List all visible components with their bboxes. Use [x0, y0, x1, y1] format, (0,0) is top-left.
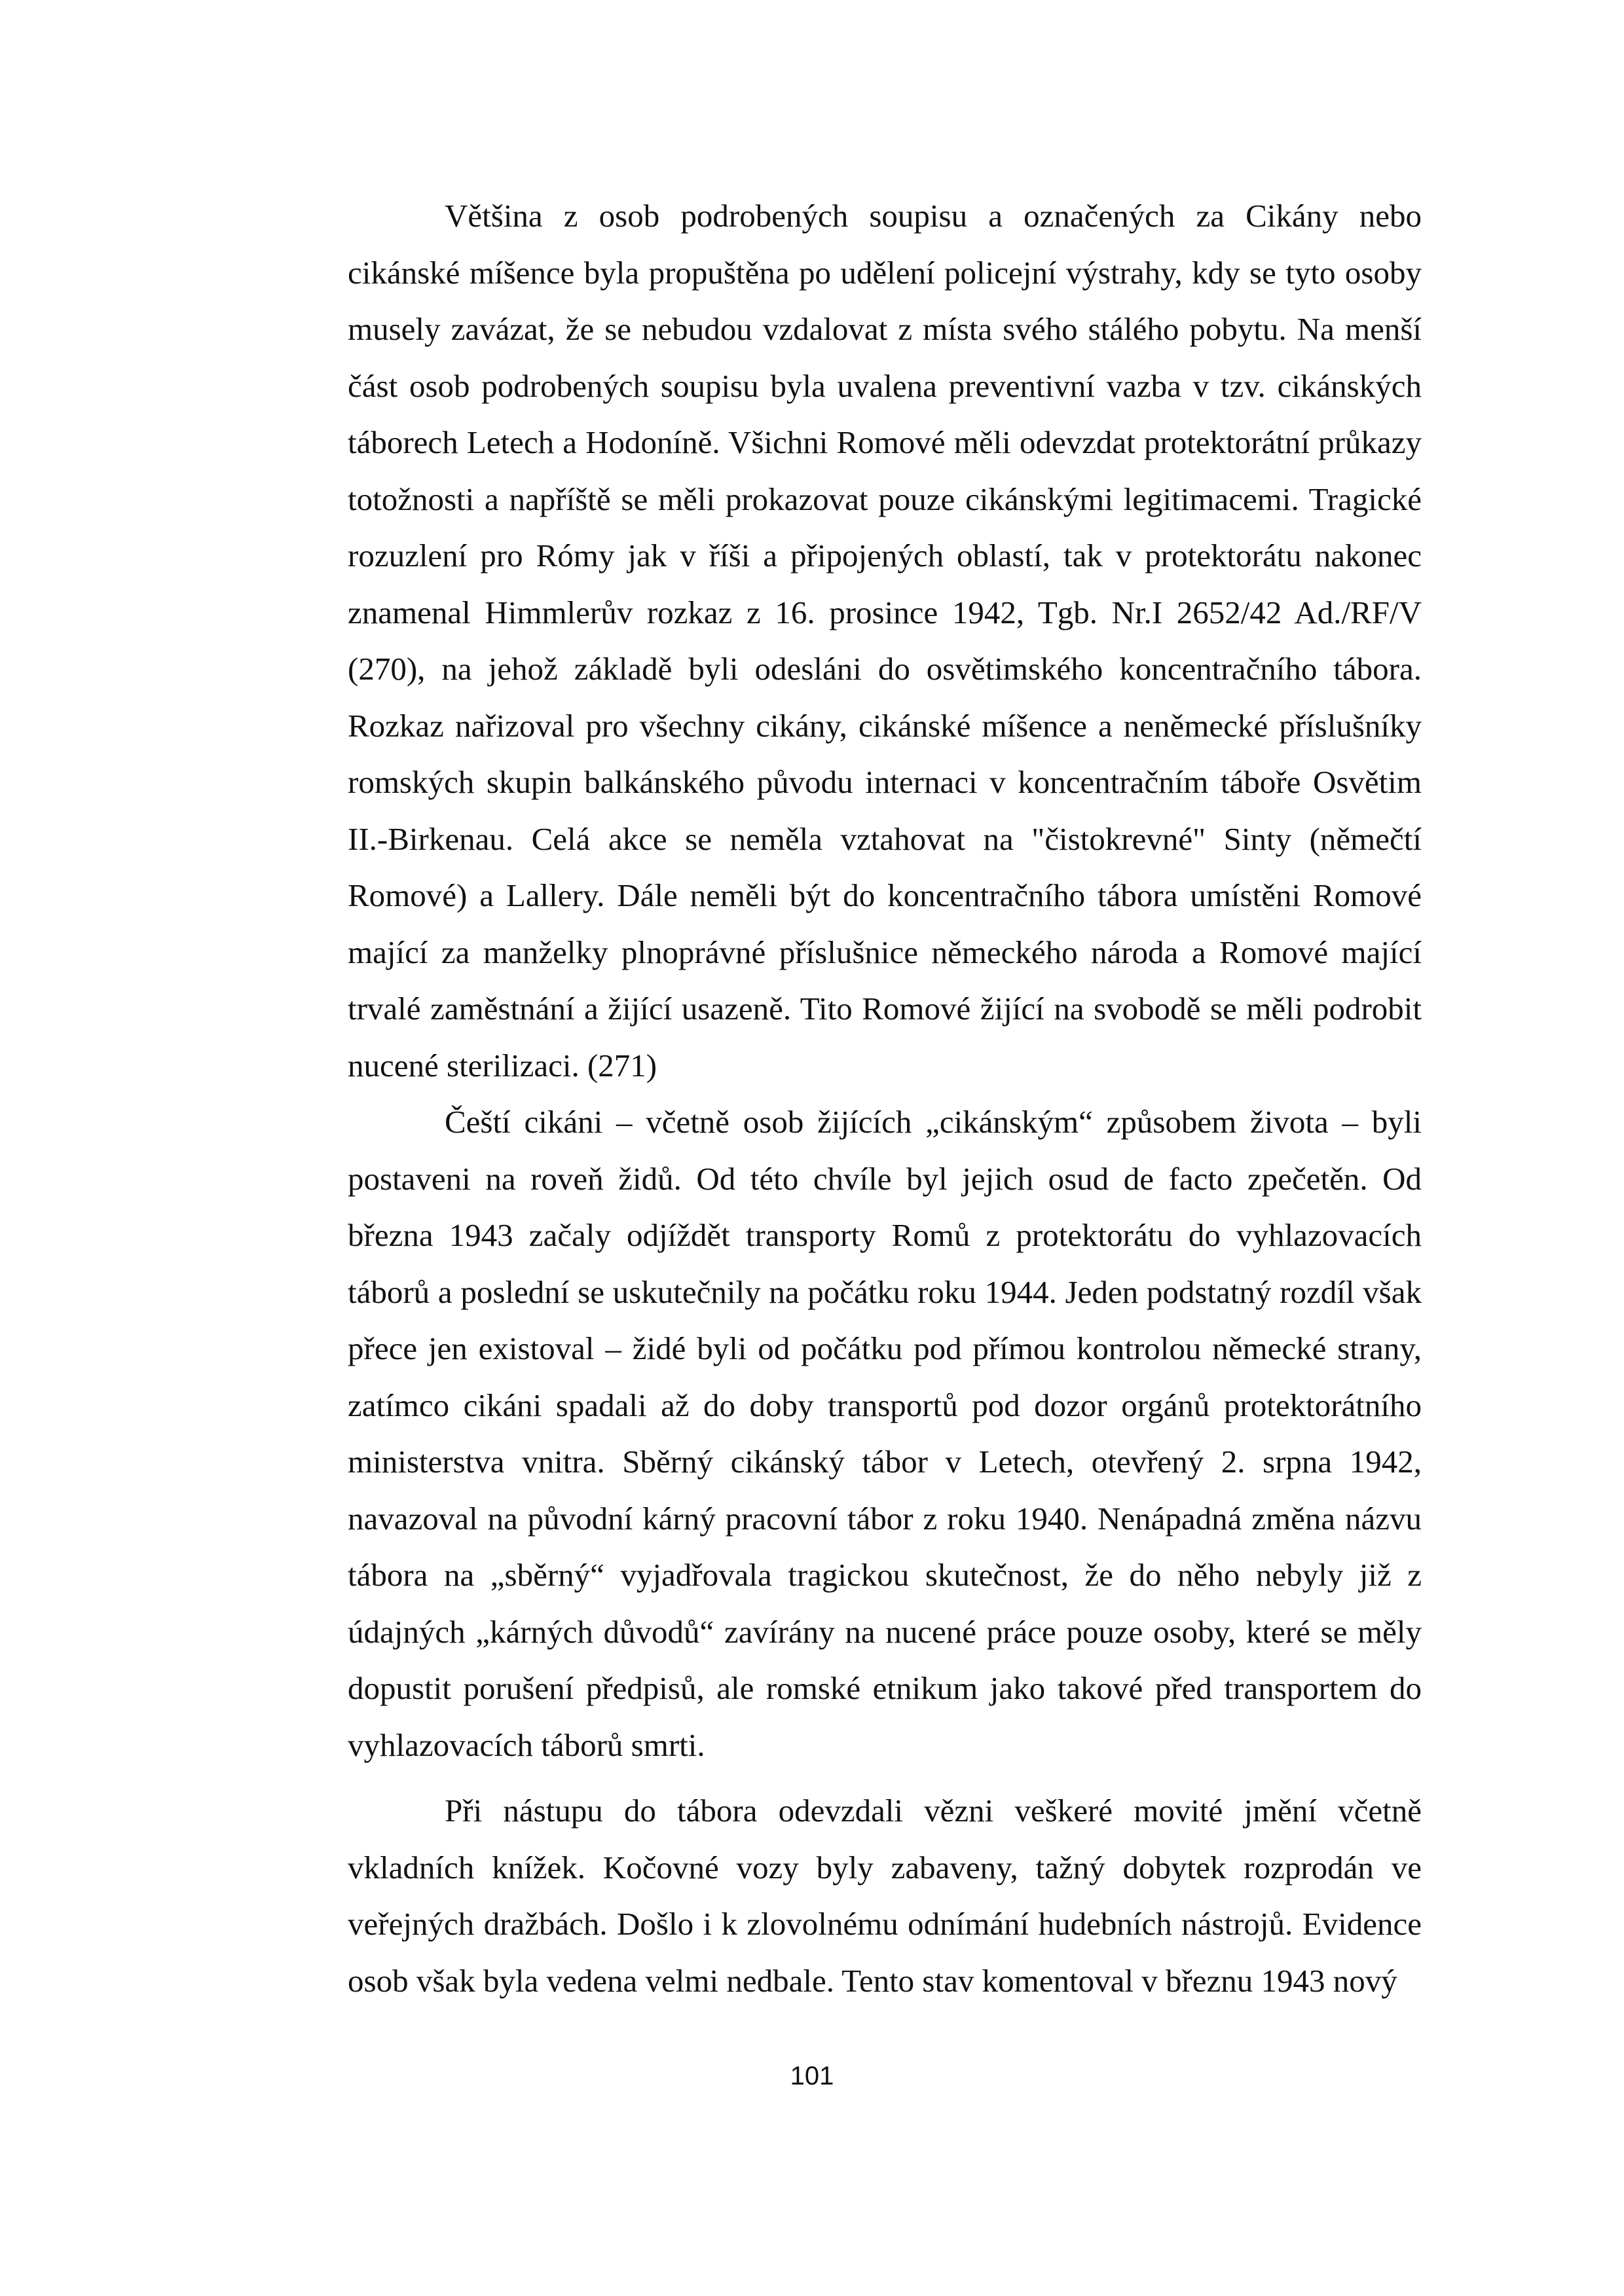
paragraph-2: Čeští cikáni – včetně osob žijících „cikánským“ způsobem života – byli postaveni na roveň židů. Od této chvíle byl jejich osud de facto zpečetěn. Od března 1943 začaly odjíždět transporty Romů z protektorátu do vyhlazovacích táborů a poslední se uskutečnily na počátku roku 1944. Jeden podstatný rozdíl však přece jen existoval – židé byli od počátku pod přímou kontrolou německé strany, zatímco cikáni spadali až do doby transportů pod dozor orgánů protektorátního ministerstva vnitra. Sběrný cikánský tábor v Letech, otevřený 2. srpna 1942, navazoval na původní kárný pracovní tábor z roku 1940. Nenápadná změna názvu tábora na „sběrný“ vyjadřovala tragickou skutečnost, že do něho nebyly již z údajných „kárných důvodů“ zavírány na nucené práce pouze osoby, které se měly dopustit porušení předpisů, ale romské etnikum jako takové před transportem do vyhlazovacích táborů smrti.: [348, 1104, 1422, 1763]
paragraph-1: Většina z osob podrobených soupisu a označených za Cikány nebo cikánské míšence byla propuštěna po udělení policejní výstrahy, kdy se tyto osoby musely zavázat, že se nebudou vzdalovat z místa svého stálého pobytu. Na menší část osob podrobených soupisu byla uvalena preventivní vazba v tzv. cikánských táborech Letech a Hodoníně. Všichni Romové měli odevzdat protektorátní průkazy totožnosti a napříště se měli prokazovat pouze cikánskými legitimacemi. Tragické rozuzlení pro Rómy jak v říši a připojených oblastí, tak v protektorátu nakonec znamenal Himmlerův rozkaz z 16. prosince 1942, Tgb. Nr.I 2652/42 Ad./RF/V (270), na jehož základě byli odesláni do osvětimského koncentračního tábora. Rozkaz nařizoval pro všechny cikány, cikánské míšence a neněmecké příslušníky romských skupin balkánského původu internaci v koncentračním táboře Osvětim II.-Birkenau. Celá akce se neměla vztahovat na "čistokrevné" Sinty (němečtí Romové) a Lallery. Dále neměli být do koncentračního tábora umístěni Romové mající za manželky plnoprávné příslušnice německého národa a Romové mající trvalé zaměstnání a žijící usazeně. Tito Romové žijící na svobodě se měli podrobit nucené sterilizaci. (271): [348, 198, 1422, 1084]
page-number: 101: [790, 2062, 834, 2090]
paragraph-3: Při nástupu do tábora odevzdali vězni veškeré movité jmění včetně vkladních knížek. Kočovné vozy byly zabaveny, tažný dobytek rozprodán ve veřejných dražbách. Došlo i k zlovolnému odnímání hudebních nástrojů. Evidence osob však byla vedena velmi nedbale. Tento stav komentoval v březnu 1943 nový: [348, 1793, 1422, 1999]
body-text: [348, 188, 1422, 2009]
